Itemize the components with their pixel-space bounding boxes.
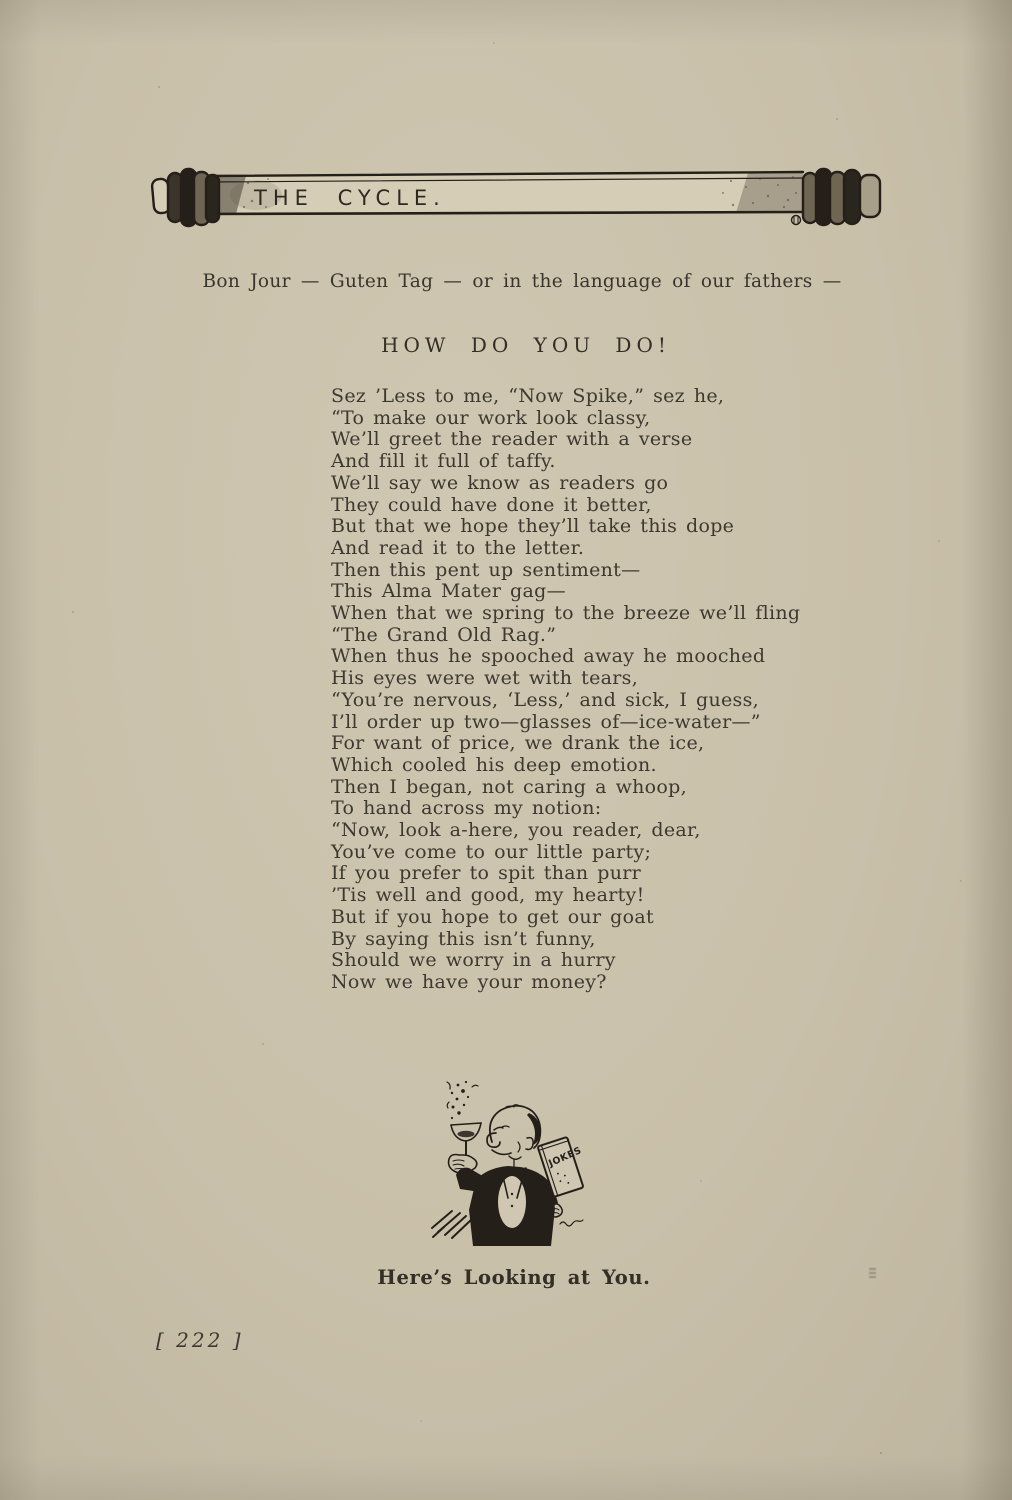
poem-line: By saying this isn’t funny, (331, 927, 596, 950)
hatching-strokes-icon (432, 1211, 472, 1238)
paper-speckles (0, 0, 2, 2)
poem-line: If you prefer to spit than purr (331, 862, 642, 885)
poem-line: I’ll order up two—glasses of—ice-water—” (331, 710, 761, 733)
tuxedo-body-icon (456, 1166, 558, 1246)
poem-block (331, 386, 811, 994)
poem-line: “Now, look a-here, you reader, dear, (331, 819, 701, 842)
poem-line: For want of price, we drank the ice, (331, 732, 705, 755)
man-with-glass-and-jokes-book (430, 1078, 602, 1250)
poem-line: We’ll say we know as readers go (331, 471, 669, 494)
poem-line: ’Tis well and good, my hearty! (331, 884, 645, 907)
greeting-line: Bon Jour — Guten Tag — or in the language of our fathers — (202, 271, 842, 292)
page-edge-artifact (869, 1266, 877, 1292)
poem-line: Then this pent up sentiment— (331, 558, 641, 581)
poem-line: But that we hope they’ll take this dope (331, 515, 735, 538)
poem-line: We’ll greet the reader with a verse (331, 428, 693, 451)
page-number: [ 222 ] (156, 1328, 244, 1352)
poem-line: Which cooled his deep emotion. (331, 753, 657, 776)
illustration-caption: Here’s Looking at You. (377, 1266, 651, 1289)
poem-line: You’ve come to our little party; (331, 840, 652, 863)
artist-signature-icon (560, 1220, 583, 1226)
poem-line: They could have done it better, (331, 493, 652, 516)
banner-title: THE CYCLE. (254, 186, 446, 210)
scroll-banner-illustration (148, 163, 888, 243)
poem-line: And fill it full of taffy. (331, 450, 556, 473)
poem-line: “You’re nervous, ‘Less,’ and sick, I guess, (331, 688, 759, 711)
poem-line: When that we spring to the breeze we’ll fling (331, 602, 801, 625)
artist-monogram-icon (792, 216, 801, 225)
poem-line: To hand across my notion: (331, 797, 602, 820)
poem-line: And read it to the letter. (331, 536, 585, 559)
poem-line: Then I began, not caring a whoop, (331, 775, 687, 798)
poem-line: His eyes were wet with tears, (331, 667, 639, 690)
poem-line: Sez ’Less to me, “Now Spike,” sez he, (331, 385, 725, 407)
poem-line: But if you hope to get our goat (331, 905, 654, 928)
poem-line: This Alma Mater gag— (331, 580, 566, 603)
header-banner (148, 163, 888, 247)
page-heading: HOW DO YOU DO! (381, 333, 671, 357)
book-label: JOKES (547, 1145, 584, 1170)
champagne-glass-icon (451, 1123, 481, 1155)
poem-line: Now we have your money? (331, 970, 607, 993)
poem-line: Should we worry in a hurry (331, 949, 616, 972)
man-head-icon (487, 1105, 540, 1160)
poem-line: When thus he spooched away he mooched (331, 645, 766, 668)
cartoon-illustration (430, 1078, 602, 1254)
poem-line: “The Grand Old Rag.” (331, 623, 557, 646)
fizz-sparkles-icon (447, 1081, 478, 1119)
poem-line: “To make our work look classy, (331, 406, 651, 429)
